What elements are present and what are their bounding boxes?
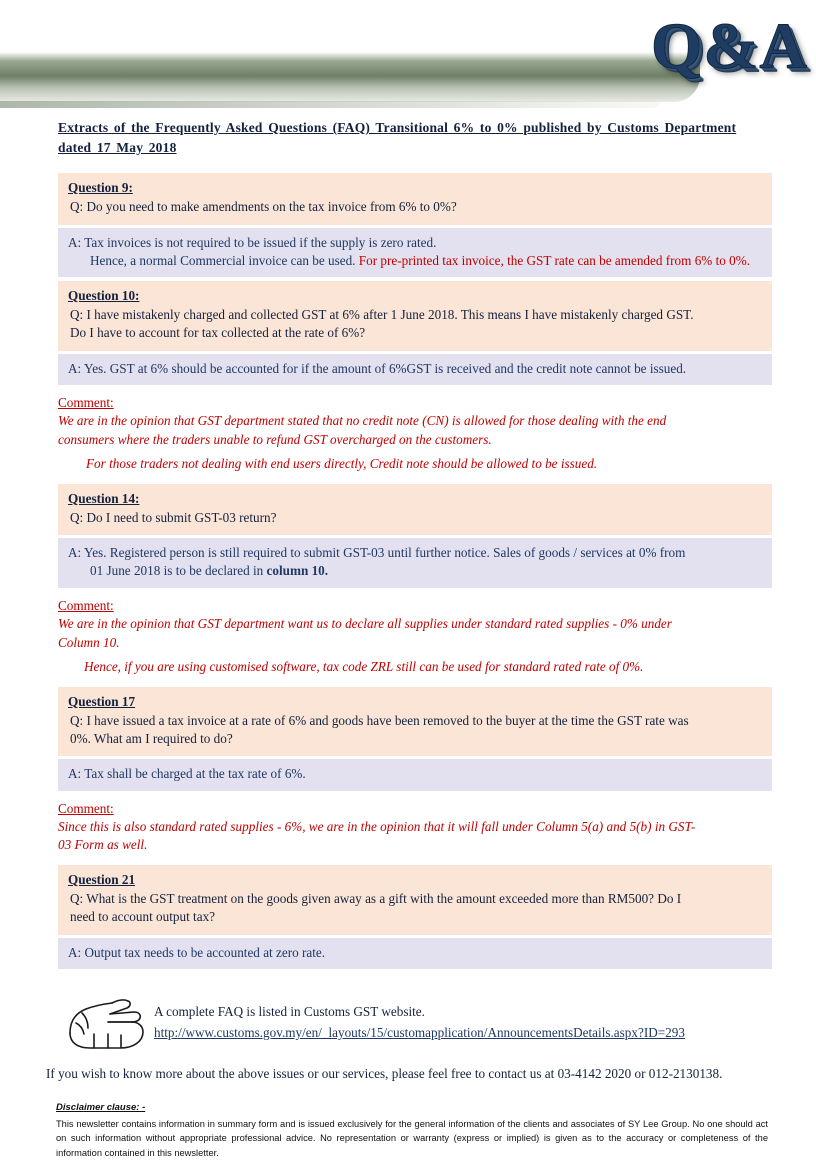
- qa-logo: [651, 10, 808, 83]
- disclaimer-block: [56, 1102, 772, 1160]
- question-box: [58, 484, 772, 535]
- question-text: Q: What is the GST treatment on the goods given away as a gift with the amount exceeded more than RM500? Do I: [70, 891, 682, 907]
- answer-box: [58, 228, 772, 277]
- answer-line-2-emphasis: For pre-printed tax invoice, the GST rate can be amended from 6% to 0%.: [358, 252, 751, 268]
- disclaimer-body: This newsletter contains information in summary form and is issued exclusively for the general information of the clients and associates of SY Lee Group. No one should act on such information without appropriate professional advice. No representation or warranty (express or implied) is given as to the accuracy or completeness of the information contained in this newsletter.: [56, 1118, 768, 1158]
- question-text: Q: I have mistakenly charged and collected GST at 6% after 1 June 2018. This means I have mistakenly charged GST.: [70, 307, 694, 323]
- pointing-hand-icon: [58, 989, 154, 1056]
- answer-line-1: A: Yes. GST at 6% should be accounted for if the amount of 6%GST is received and the credit note cannot be issued.: [68, 360, 687, 376]
- comment-paragraph-1: We are in the opinion that GST department stated that no credit note (CN) is allowed for those dealing with the end consumers where the traders unable to refund GST overcharged on the customers.: [58, 413, 667, 447]
- faq-item-question-21: [58, 865, 772, 969]
- answer-box: [58, 938, 772, 969]
- answer-line-2-plain: Hence, a normal Commercial invoice can be used.: [90, 252, 359, 268]
- question-text-continued: Do I have to account for tax collected at the rate of 6%?: [70, 325, 366, 341]
- document-body: [0, 118, 816, 1160]
- comment-label: Comment:: [58, 800, 114, 816]
- page-header: [0, 0, 816, 118]
- answer-box: [58, 354, 772, 385]
- comment-paragraph-2: For those traders not dealing with end users directly, Credit note should be allowed to be issued.: [86, 456, 598, 472]
- comment-block: [58, 800, 772, 855]
- question-text-continued: need to account output tax?: [70, 909, 216, 925]
- pointing-hand-icon-svg: [64, 989, 148, 1051]
- faq-item-question-10: [58, 281, 772, 385]
- question-box: [58, 687, 772, 757]
- comment-block: [58, 597, 772, 677]
- answer-line-1: A: Tax invoices is not required to be issued if the supply is zero rated.: [68, 234, 437, 250]
- answer-line-1: A: Output tax needs to be accounted at zero rate.: [68, 944, 326, 960]
- question-box: [58, 281, 772, 351]
- document-title: Extracts of the Frequently Asked Questions (FAQ) Transitional 6% to 0% published by Customs Department dated 17 May 2018: [58, 120, 737, 155]
- comment-paragraph-1: Since this is also standard rated supplies - 6%, we are in the opinion that it will fall under Column 5(a) and 5(b) in GST-03 Form as well.: [58, 818, 696, 853]
- comment-label: Comment:: [58, 597, 114, 613]
- contact-line: If you wish to know more about the above issues or our services, please feel free to contact us at 03-4142 2020 or 012-2130138.: [46, 1065, 723, 1081]
- faq-note: A complete FAQ is listed in Customs GST website.: [154, 1003, 425, 1019]
- question-text: Q: Do you need to make amendments on the tax invoice from 6% to 0%?: [70, 199, 457, 215]
- answer-box: [58, 538, 772, 587]
- question-text: Q: Do I need to submit GST-03 return?: [70, 510, 277, 526]
- question-label: Question 10:: [68, 288, 140, 303]
- comment-label: Comment:: [58, 394, 114, 410]
- question-box: [58, 173, 772, 224]
- comment-block: [58, 394, 772, 474]
- question-text: Q: I have issued a tax invoice at a rate of 6% and goods have been removed to the buyer at the time the GST rate was: [70, 712, 689, 728]
- comment-paragraph-1: We are in the opinion that GST department want us to declare all supplies under standard rated supplies - 0% under Column 10.: [58, 616, 672, 650]
- answer-line-2-bold: column 10.: [266, 563, 329, 579]
- footer-link-texts: [154, 989, 685, 1043]
- customs-faq-link[interactable]: http://www.customs.gov.my/en/_layouts/15/customapplication/AnnouncementsDetails.aspx?ID=293: [154, 1024, 685, 1040]
- header-banner-bar: [0, 52, 700, 102]
- disclaimer-title: Disclaimer clause: -: [56, 1101, 146, 1113]
- answer-line-2: [68, 252, 762, 270]
- comment-text: [58, 615, 703, 676]
- question-label: Question 17: [68, 693, 136, 709]
- comment-text: [58, 818, 703, 855]
- question-label: Question 9:: [68, 180, 133, 196]
- question-label: Question 14:: [68, 490, 140, 506]
- comment-text: [58, 412, 703, 473]
- question-label: Question 21: [68, 871, 136, 887]
- answer-box: [58, 759, 772, 790]
- faq-item-question-14: [58, 484, 772, 588]
- answer-line-1: A: Yes. Registered person is still required to submit GST-03 until further notice. Sales of goods / services at 0% from: [68, 545, 686, 561]
- footer-link-block: [58, 989, 772, 1056]
- question-text-continued: 0%. What am I required to do?: [70, 731, 233, 747]
- qa-logo-text: Q&A: [651, 10, 808, 83]
- answer-line-2: [68, 562, 762, 580]
- answer-line-2-plain: 01 June 2018 is to be declared in: [90, 563, 267, 579]
- faq-item-question-17: [58, 687, 772, 791]
- faq-item-question-9: [58, 173, 772, 277]
- question-box: [58, 865, 772, 935]
- answer-line-1: A: Tax shall be charged at the tax rate of 6%.: [68, 766, 306, 782]
- comment-paragraph-2: Hence, if you are using customised software, tax code ZRL still can be used for standard rated rate of 0%.: [84, 659, 644, 675]
